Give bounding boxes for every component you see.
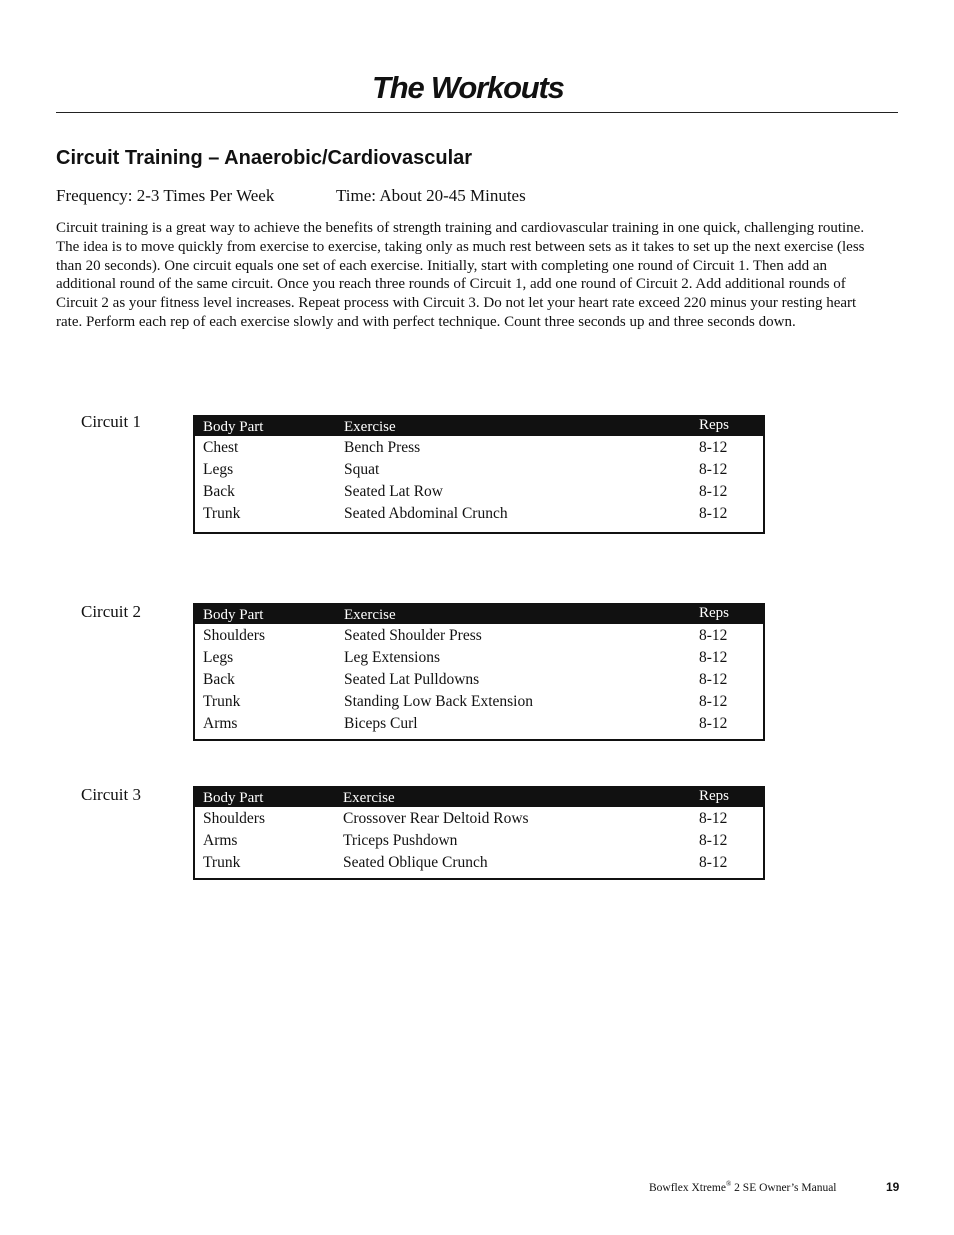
table-row (195, 647, 763, 669)
exercise-cell: Crossover Rear Deltoid Rows (343, 810, 529, 827)
body-part-cell: Back (203, 483, 235, 500)
exercise-cell: Seated Abdominal Crunch (344, 505, 508, 522)
footer-manual-name: 2 SE Owner’s Manual (731, 1182, 837, 1194)
time-text: Time: About 20-45 Minutes (336, 186, 526, 205)
circuit-2-table (193, 603, 765, 741)
reps-cell: 8-12 (699, 693, 728, 710)
body-part-cell: Trunk (203, 505, 241, 522)
table-header (195, 417, 763, 436)
circuit-1-table (193, 415, 765, 534)
header-body-part: Body Part (203, 419, 264, 435)
body-part-cell: Trunk (203, 693, 241, 710)
body-part-cell: Trunk (203, 854, 241, 871)
header-exercise: Exercise (344, 419, 396, 435)
table-header (195, 605, 763, 624)
exercise-cell: Seated Lat Row (344, 483, 444, 500)
reps-cell: 8-12 (699, 439, 728, 456)
page-title: The Workouts (372, 70, 564, 105)
table-row (195, 808, 763, 830)
body-part-cell: Arms (203, 715, 238, 732)
body-part-cell: Back (203, 671, 235, 688)
header-body-part: Body Part (203, 790, 264, 806)
reps-cell: 8-12 (699, 671, 728, 688)
exercise-cell: Biceps Curl (344, 715, 418, 732)
intro-paragraph: Circuit training is a great way to achieve the benefits of strength training and cardiovascular training in one quick, challenging routine. The idea is to move quickly from exercise to exercise, taking only as much rest between sets as it takes to set up the next exercise (less than 20 seconds). One circuit equals one set of each exercise. Initially, start with completing one round of Circuit 1. Then add an additional round of the same circuit. Once you reach three rounds of Circuit 1, add one round of Circuit 2. Add additional rounds of Circuit 2 as your fitness level increases. Repeat process with Circuit 3. Do not let your heart rate exceed 220 minus your resting heart rate. Perform each rep of each exercise slowly and with perfect technique. Count three seconds up and three seconds down. (56, 220, 865, 330)
body-part-cell: Chest (203, 439, 239, 456)
table-row (195, 437, 763, 459)
exercise-cell: Squat (344, 461, 380, 478)
reps-cell: 8-12 (699, 715, 728, 732)
footer-brand: Bowflex Xtreme (649, 1182, 726, 1194)
table-header (195, 788, 763, 807)
exercise-cell: Seated Lat Pulldowns (344, 671, 480, 688)
registered-mark: ® (725, 1180, 732, 1189)
body-part-cell: Shoulders (203, 810, 265, 827)
exercise-cell: Standing Low Back Extension (344, 693, 533, 710)
table-row (195, 481, 763, 503)
table-body (195, 624, 763, 735)
footer-manual-title (649, 1180, 837, 1196)
table-row (195, 713, 763, 735)
table-row (195, 852, 763, 874)
body-part-cell: Shoulders (203, 627, 265, 644)
table-body (195, 807, 763, 874)
reps-cell: 8-12 (699, 461, 728, 478)
title-divider (56, 112, 898, 113)
table-row (195, 625, 763, 647)
table-row (195, 691, 763, 713)
exercise-cell: Bench Press (344, 439, 421, 456)
body-part-cell: Arms (203, 832, 238, 849)
reps-cell: 8-12 (699, 627, 728, 644)
exercise-cell: Seated Oblique Crunch (343, 854, 488, 871)
table-row (195, 503, 763, 525)
reps-cell: 8-12 (699, 832, 728, 849)
frequency-text: Frequency: 2-3 Times Per Week (56, 186, 275, 205)
exercise-cell: Triceps Pushdown (343, 832, 458, 849)
exercise-cell: Seated Shoulder Press (344, 627, 482, 644)
reps-cell: 8-12 (699, 810, 728, 827)
table-row (195, 669, 763, 691)
table-body (195, 436, 763, 525)
body-part-cell: Legs (203, 649, 234, 666)
page-number: 19 (886, 1180, 900, 1194)
reps-cell: 8-12 (699, 483, 728, 500)
reps-cell: 8-12 (699, 854, 728, 871)
circuit-3-table (193, 786, 765, 880)
header-exercise: Exercise (343, 790, 395, 806)
circuit-3-label: Circuit 3 (81, 785, 141, 804)
section-heading: Circuit Training – Anaerobic/Cardiovascular (56, 147, 473, 169)
exercise-cell: Leg Extensions (344, 649, 440, 666)
reps-cell: 8-12 (699, 649, 728, 666)
circuit-1-label: Circuit 1 (81, 412, 141, 431)
header-exercise: Exercise (344, 607, 396, 623)
circuit-2-label: Circuit 2 (81, 602, 141, 621)
reps-cell: 8-12 (699, 505, 728, 522)
table-row (195, 459, 763, 481)
header-body-part: Body Part (203, 607, 264, 623)
header-reps: Reps (699, 788, 729, 804)
body-part-cell: Legs (203, 461, 234, 478)
table-row (195, 830, 763, 852)
header-reps: Reps (699, 417, 729, 433)
header-reps: Reps (699, 605, 729, 621)
